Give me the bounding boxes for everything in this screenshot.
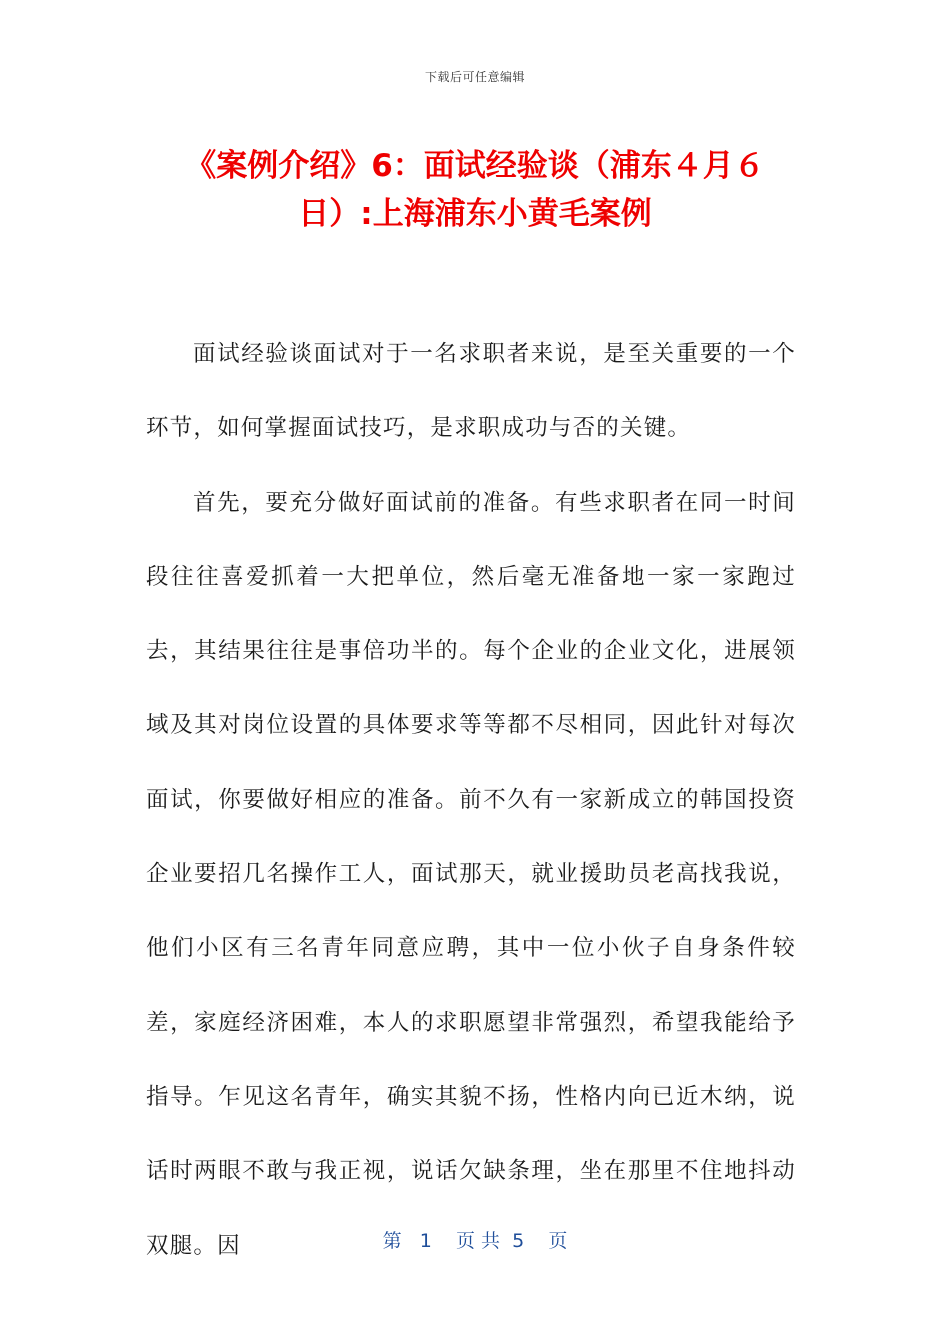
- document-title: 《案例介绍》6：面试经验谈（浦东４月６日）:上海浦东小黄毛案例: [185, 148, 765, 232]
- header-note: 下载后可任意编辑: [424, 70, 525, 84]
- document-body: [146, 317, 796, 1283]
- page-number-footer: 第 1 页 共 5 页: [382, 1230, 568, 1252]
- paragraph-preparation: 首先，要充分做好面试前的准备。有些求职者在同一时间段往往喜爱抓着一大把单位，然后毫无准备地一家一家跑过去，其结果往往是事倍功半的。每个企业的企业文化，进展领域及其对岗位设置的具体要求等等都不尽相同，因此针对每次面试，你要做好相应的准备。前不久有一家新成立的韩国投资企业要招几名操作工人，面试那天，就业援助员老高找我说，他们小区有三名青年同意应聘，其中一位小伙子自身条件较差，家庭经济困难，本人的求职愿望非常强烈，希望我能给予指导。乍见这名青年，确实其貌不扬，性格内向已近木纳，说话时两眼不敢与我正视，说话欠缺条理，坐在那里不住地抖动双腿。因: [146, 489, 796, 1259]
- paragraph-intro: 面试经验谈面试对于一名求职者来说，是至关重要的一个环节，如何掌握面试技巧，是求职成功与否的关键。: [146, 341, 796, 442]
